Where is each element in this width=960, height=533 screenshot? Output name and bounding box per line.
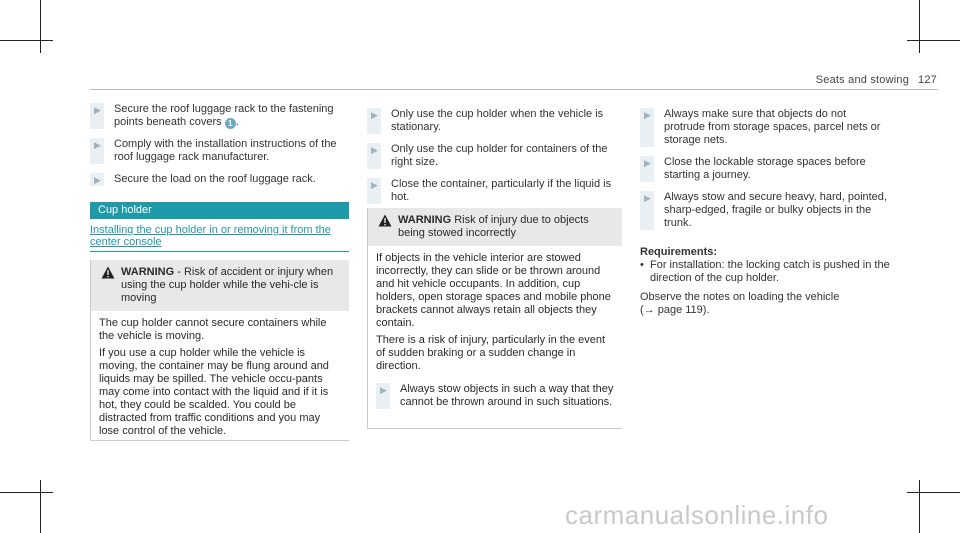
instruction-step: ▶ Always stow objects in such a way that they cannot be thrown around in such situations.: [376, 383, 614, 409]
instruction-step: ▶ Always make sure that objects do not protrude from storage spaces, parcel nets or storage nets.: [640, 108, 890, 147]
header-rule: [90, 89, 938, 90]
instruction-step: ▶ Close the lockable storage spaces before starting a journey.: [640, 156, 890, 182]
warning-body: [91, 311, 349, 450]
warning-paragraph: If you use a cup holder while the vehicle is moving, the container may be flung around and liquids may be spilled. The vehicle occu-pants may come into contact with the liquid and if it is hot, they could be scalded. You could be distracted from traffic conditions and you may lose control of the vehicle.: [99, 347, 329, 437]
crop-mark: [907, 492, 960, 493]
subheading-rule: [90, 251, 349, 252]
running-header: [816, 74, 937, 86]
step-arrow-icon: ▶: [94, 105, 101, 115]
bullet-icon: •: [640, 259, 644, 271]
warning-label: WARNING: [121, 266, 175, 278]
section-title: Seats and stowing: [815, 74, 910, 86]
warning-body: [368, 246, 622, 417]
warning-triangle-icon: [101, 266, 115, 279]
instruction-step: ▶ Comply with the installation instructions of the roof luggage rack manufacturer.: [90, 138, 349, 164]
crop-mark: [0, 492, 53, 493]
step-arrow-icon: ▶: [94, 175, 101, 185]
warning-title: - Risk of accident or injury when using the cup holder while the vehi-cle is moving: [121, 266, 334, 304]
instruction-step: ▶ Close the container, particularly if the liquid is hot.: [367, 178, 622, 204]
crop-mark: [40, 480, 41, 533]
warning-paragraph: The cup holder cannot secure containers while the vehicle is moving.: [99, 317, 327, 342]
step-arrow-icon: ▶: [371, 145, 378, 155]
warning-header: [91, 260, 349, 311]
step-arrow-icon: ▶: [94, 140, 101, 150]
crop-mark: [907, 40, 960, 41]
warning-title: Risk of injury due to objects being stowed incorrectly: [398, 214, 589, 239]
instruction-step: ▶ Always stow and secure heavy, hard, pointed, sharp-edged, fragile or bulky objects in the trunk.: [640, 191, 890, 230]
instruction-step: ▶ Secure the roof luggage rack to the fastening points beneath covers 1 .: [90, 103, 349, 129]
instruction-step: ▶ Secure the load on the roof luggage rack.: [90, 173, 349, 186]
warning-box: [90, 260, 349, 441]
warning-box: [367, 208, 622, 429]
column-1: [90, 103, 349, 186]
crop-mark: [919, 480, 920, 533]
warning-header: [368, 208, 622, 246]
crop-mark: [40, 0, 41, 53]
instruction-step: ▶ Only use the cup holder for containers of the right size.: [367, 143, 622, 169]
warning-paragraph: There is a risk of injury, particularly in the event of sudden braking or a sudden change in direction.: [376, 334, 606, 372]
observe-note: Observe the notes on loading the vehicle: [640, 291, 840, 303]
warning-triangle-icon: [378, 214, 392, 227]
callout-1-icon: 1: [225, 118, 236, 129]
step-arrow-icon: ▶: [371, 110, 378, 120]
step-arrow-icon: ▶: [644, 110, 651, 120]
subheading: Installing the cup holder in or removing it from the center console: [90, 224, 331, 248]
step-arrow-icon: ▶: [644, 193, 651, 203]
step-arrow-icon: ▶: [371, 180, 378, 190]
column-3: [640, 108, 890, 317]
crop-mark: [0, 40, 53, 41]
page-reference-link[interactable]: (→ page 119).: [640, 304, 710, 316]
step-arrow-icon: ▶: [380, 385, 387, 395]
section-heading: Cup holder: [90, 202, 349, 219]
crop-mark: [919, 0, 920, 53]
requirements-title: Requirements:: [640, 246, 718, 258]
warning-label: WARNING: [398, 214, 452, 226]
step-arrow-icon: ▶: [644, 158, 651, 168]
requirement-item: • For installation: the locking catch is pushed in the direction of the cup holder.: [640, 259, 890, 284]
column-2: [367, 108, 622, 204]
page-number: 127: [918, 74, 937, 86]
warning-paragraph: If objects in the vehicle interior are stowed incorrectly, they can slide or be thrown around and hit vehicle occupants. In addition, cup holders, open storage spaces and mobile phone brackets cannot always retain all objects they contain.: [376, 252, 611, 329]
requirements: [640, 246, 890, 317]
instruction-step: ▶ Only use the cup holder when the vehicle is stationary.: [367, 108, 622, 134]
watermark: carmanualsonline.info: [565, 500, 829, 530]
